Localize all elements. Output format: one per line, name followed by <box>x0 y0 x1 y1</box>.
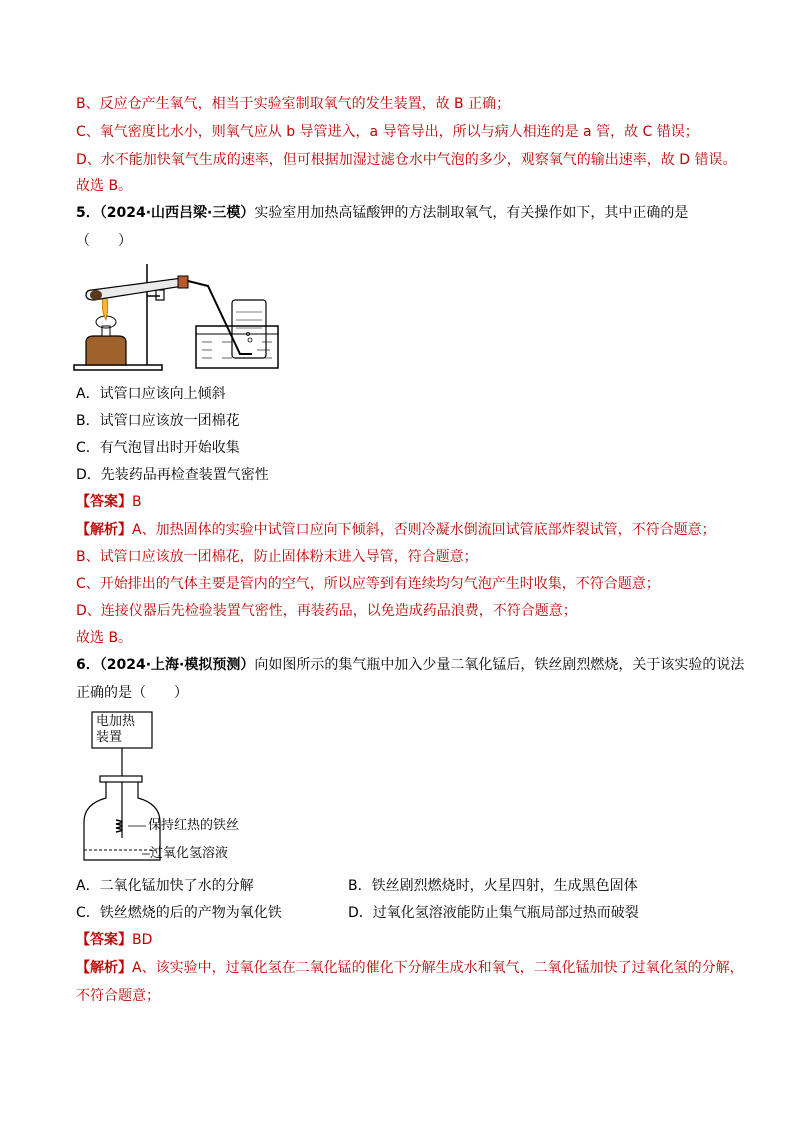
q5-choose: 故选 B。 <box>76 630 133 646</box>
prev-analysis-c: C、氧气密度比水小，则氧气应从 b 导管进入，a 导管导出，所以与病人相连的是 a 管，故 C 错误； <box>76 124 699 140</box>
alcohol-lamp <box>86 336 126 365</box>
q6-analysis-tag: 【解析】 <box>76 960 132 976</box>
q5-option-a: A．试管口应该向上倾斜 <box>76 386 226 402</box>
q6-option-d: D．过氧化氢溶液能防止集气瓶局部过热而破裂 <box>348 905 639 921</box>
q5-analysis-a-text: A、加热固体的实验中试管口应向下倾斜，否则冷凝水倒流回试管底部炸裂试管，不符合题意； <box>132 522 716 538</box>
q6-answer <box>76 930 152 950</box>
q5-analysis-a <box>76 520 716 540</box>
q5-analysis-d: D、连接仪器后先检验装置气密性，再装药品，以免造成药品浪费，不符合题意； <box>76 603 577 619</box>
q5-number: 5． <box>76 205 100 221</box>
clamp <box>156 290 164 300</box>
heater-label-2: 装置 <box>96 730 123 745</box>
q5-source: （2024·山西吕梁·三模） <box>99 205 255 221</box>
q5-analysis-tag: 【解析】 <box>76 522 132 538</box>
q5-option-d: D．先装药品再检查装置气密性 <box>76 467 269 483</box>
stand-base <box>74 365 162 370</box>
q6-bottle-figure <box>80 708 330 868</box>
q6-analysis-a <box>76 958 744 978</box>
q6-answer-value: BD <box>132 932 153 948</box>
q5-option-b: B．试管口应该放一团棉花 <box>76 413 240 429</box>
q6-stem-line1 <box>76 655 744 675</box>
q6-number: 6． <box>76 657 100 673</box>
prev-analysis-choose: 故选 B。 <box>76 178 133 194</box>
q5-analysis-c: C、开始排出的气体主要是管内的空气，所以应等到有连续均匀气泡产生时收集，不符合题意； <box>76 576 660 592</box>
heater-label-1: 电加热 <box>96 714 136 729</box>
q6-option-a: A．二氧化锰加快了水的分解 <box>76 878 254 894</box>
iron-coil-icon <box>116 820 122 832</box>
wire-label: 保持红热的铁丝 <box>148 818 240 833</box>
q6-analysis-a-line2: 不符合题意； <box>76 988 160 1004</box>
q5-answer-tag: 【答案】 <box>76 494 132 510</box>
q6-source: （2024·上海·模拟预测） <box>99 657 255 673</box>
delivery-tube <box>188 281 252 354</box>
prev-analysis-b: B、反应仓产生氧气，相当于实验室制取氧气的发生装置，故 B 正确； <box>76 96 511 112</box>
q5-option-c: C．有气泡冒出时开始收集 <box>76 440 240 456</box>
q5-answer <box>76 492 142 512</box>
q5-apparatus-figure <box>72 256 282 372</box>
q5-answer-value: B <box>132 494 142 510</box>
prev-analysis-d: D、水不能加快氧气生成的速率，但可根据加湿过滤仓水中气泡的多少，观察氧气的输出速率，故 D 错误。 <box>76 152 737 168</box>
q6-stem-line2: 正确的是（ ） <box>76 685 188 701</box>
q6-stem-1: 向如图所示的集气瓶中加入少量二氧化锰后，铁丝剧烈燃烧，关于该实验的说法 <box>254 657 745 673</box>
q5-blank: （ ） <box>76 233 132 249</box>
q5-analysis-b: B、试管口应该放一团棉花，防止固体粉末进入导管，符合题意； <box>76 549 478 565</box>
q6-option-b: B．铁丝剧烈燃烧时，火星四射，生成黑色固体 <box>348 878 638 894</box>
q6-answer-tag: 【答案】 <box>76 932 132 948</box>
q5-stem-line <box>76 203 688 223</box>
solution-label: 过氧化氢溶液 <box>150 846 229 861</box>
q6-option-c: C．铁丝燃烧的后的产物为氧化铁 <box>76 905 282 921</box>
q5-stem: 实验室用加热高锰酸钾的方法制取氧气，有关操作如下，其中正确的是 <box>254 205 689 221</box>
q6-analysis-a-text-1: A、该实验中，过氧化氢在二氧化锰的催化下分解生成水和氧气，二氧化锰加快了过氧化氢的分解， <box>132 960 744 976</box>
